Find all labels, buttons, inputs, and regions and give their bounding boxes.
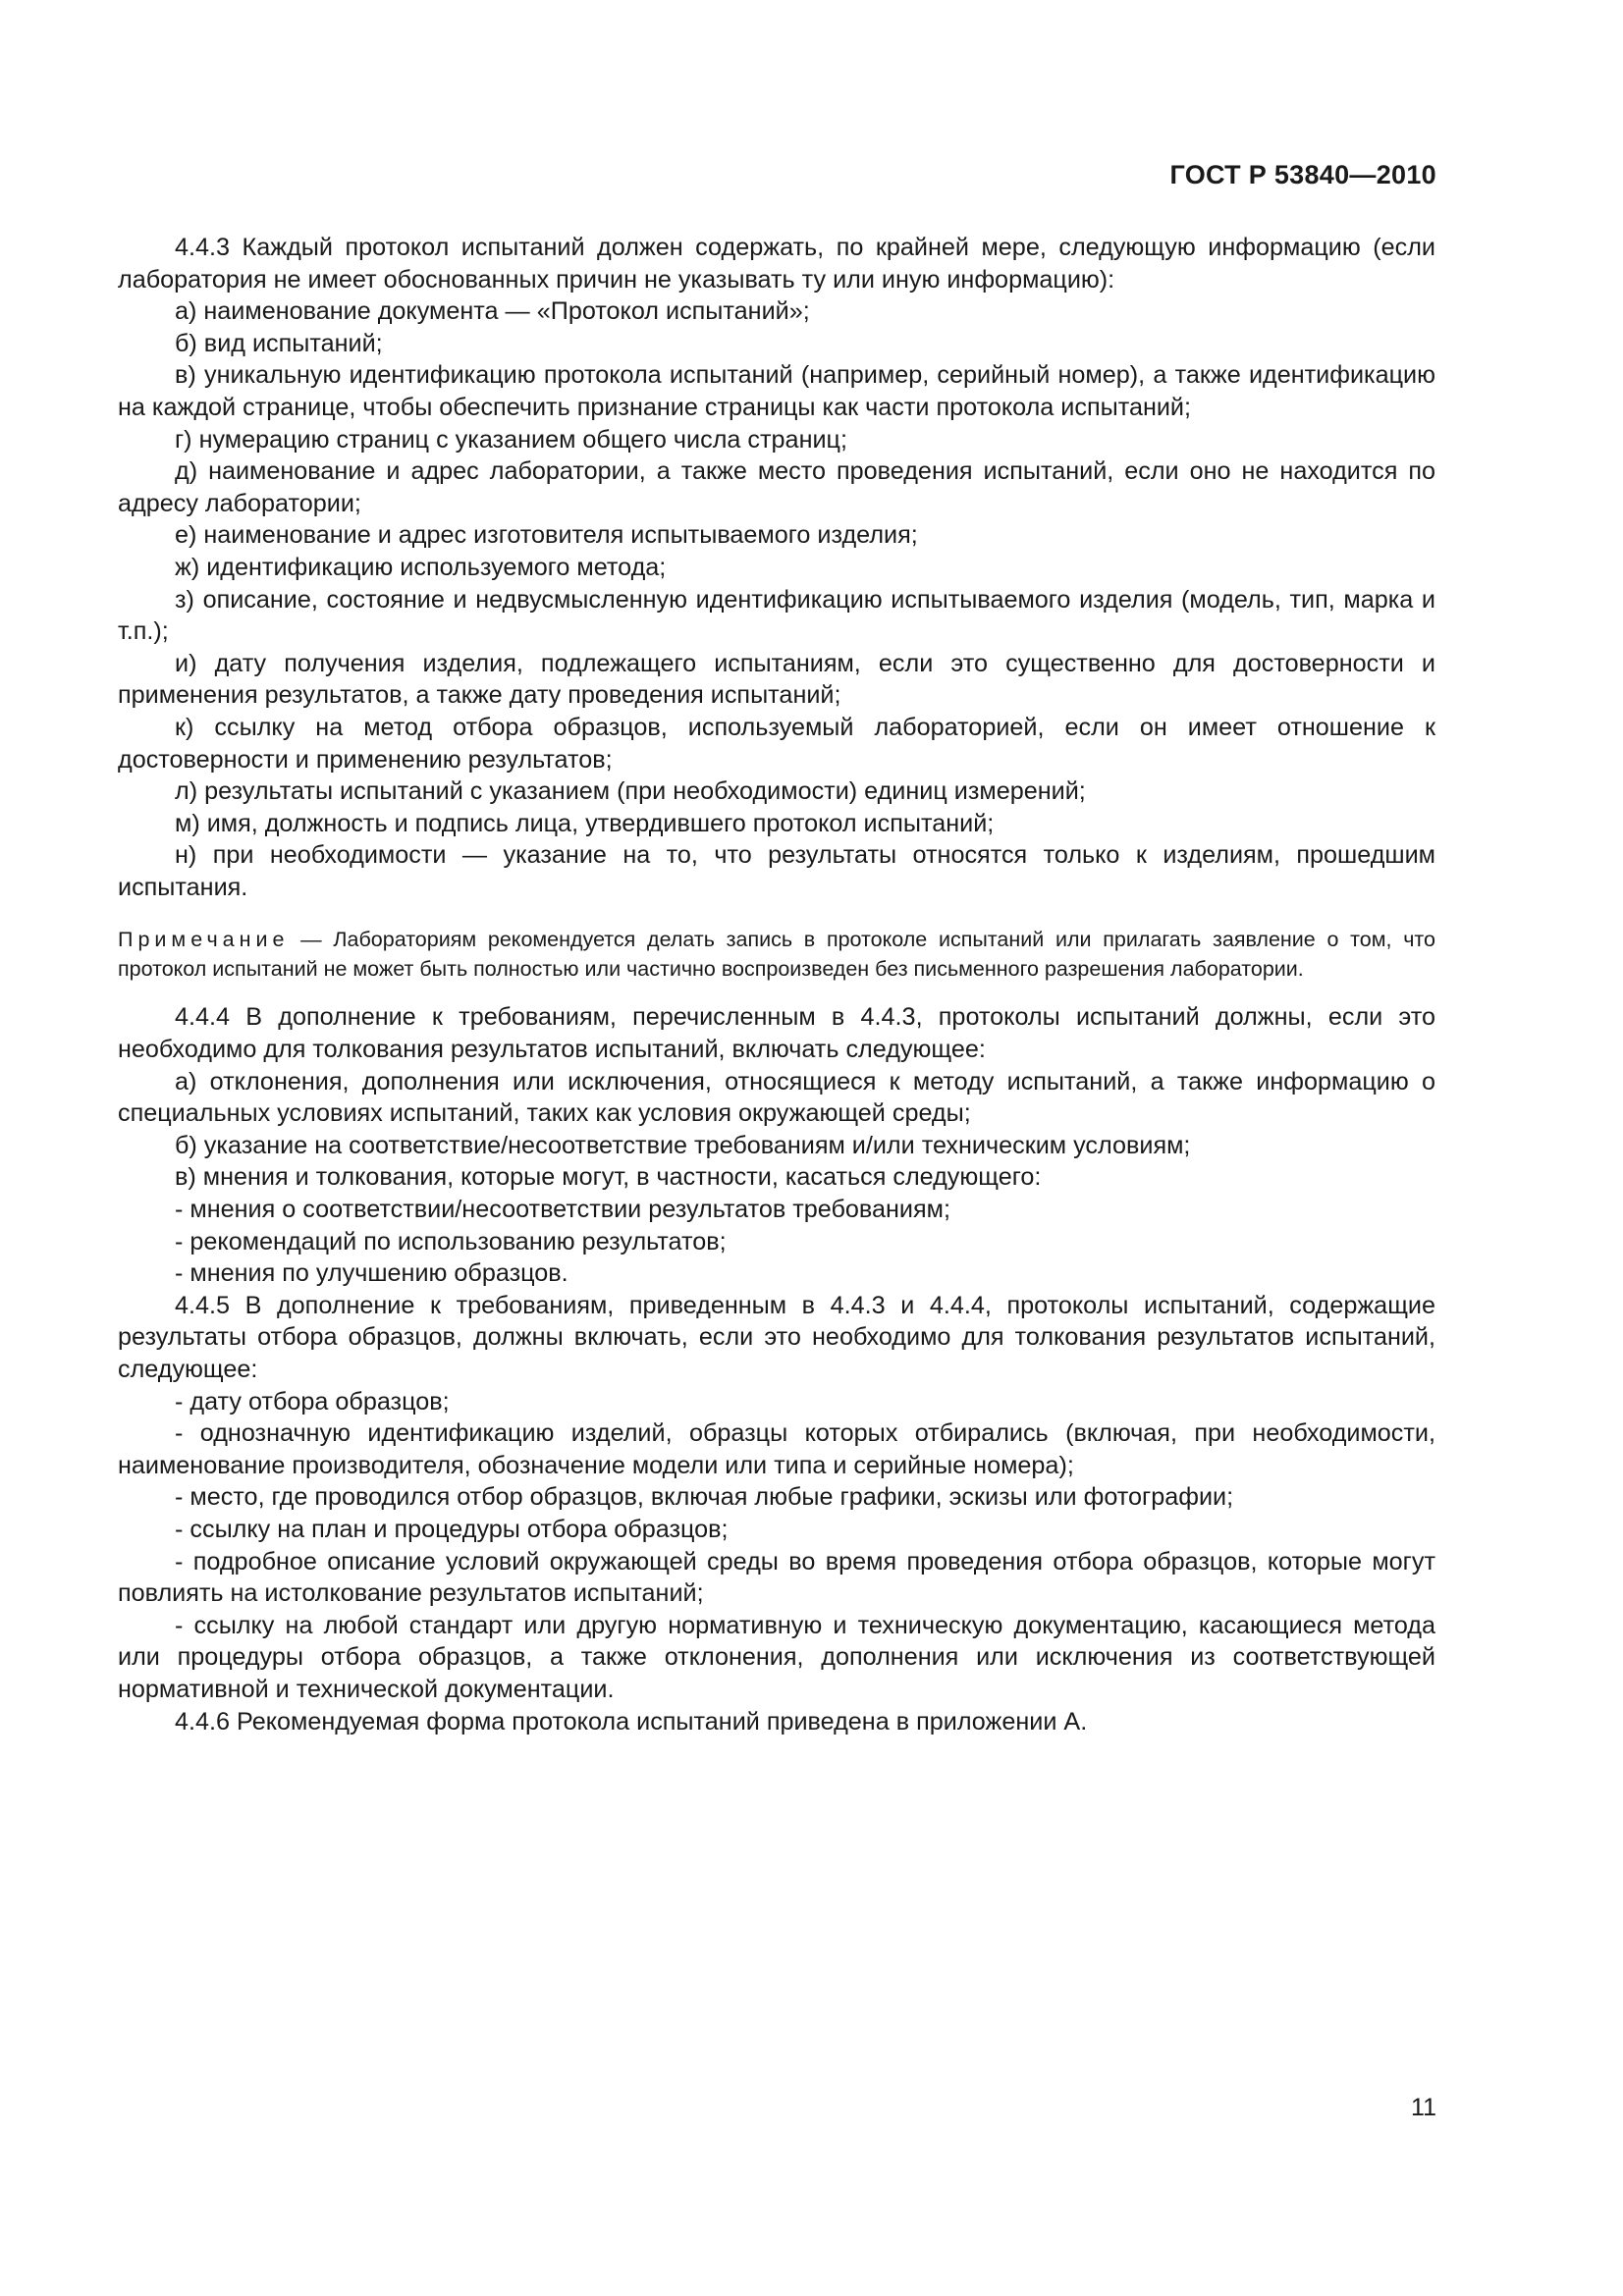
note-block xyxy=(118,925,1435,984)
list-item: а) отклонения, дополнения или исключения, относящиеся к методу испытаний, а также информацию о специальных условиях испытаний, таких как условия окружающей среды; xyxy=(118,1067,1435,1128)
list-item: б) вид испытаний; xyxy=(175,329,383,357)
page-content xyxy=(118,232,1435,1737)
list-item: г) нумерацию страниц с указанием общего числа страниц; xyxy=(175,425,847,454)
list-item: ж) идентификацию используемого метода; xyxy=(175,553,667,581)
list-item: - ссылку на любой стандарт или другую нормативную и техническую документацию, касающиеся метода или процедуры отбора образцов, а также отклонения, дополнения или исключения из соответствующей нормативной и технической документации. xyxy=(118,1611,1435,1703)
standard-header: ГОСТ Р 53840—2010 xyxy=(1169,160,1436,189)
section-4-4-6 xyxy=(118,1706,1435,1738)
list-item: и) дату получения изделия, подлежащего испытаниям, если это существенно для достоверности и применения результатов, а также дату проведения испытаний; xyxy=(118,649,1435,710)
paragraph: 4.4.6 Рекомендуемая форма протокола испытаний приведена в приложении А. xyxy=(175,1707,1088,1735)
list-item: - дату отбора образцов; xyxy=(175,1387,450,1415)
section-4-4-5 xyxy=(118,1290,1435,1706)
list-item: л) результаты испытаний с указанием (при необходимости) единиц измерений; xyxy=(175,777,1086,806)
list-item: н) при необходимости — указание на то, что результаты относятся только к изделиям, прошедшим испытания. xyxy=(118,841,1435,901)
list-item: - однозначную идентификацию изделий, образцы которых отбирались (включая, при необходимости, наименование производителя, обозначение модели или типа и серийные номера); xyxy=(118,1419,1435,1479)
section-4-4-3 xyxy=(118,232,1435,903)
list-item: - рекомендаций по использованию результатов; xyxy=(175,1227,727,1255)
list-item: д) наименование и адрес лаборатории, а также место проведения испытаний, если оно не находится по адресу лаборатории; xyxy=(118,457,1435,517)
list-item: в) уникальную идентификацию протокола испытаний (например, серийный номер), а также идентификацию на каждой странице, чтобы обеспечить признание страницы как части протокола испытаний; xyxy=(118,361,1435,421)
paragraph: 4.4.4 В дополнение к требованиям, перечисленным в 4.4.3, протоколы испытаний должны, если это необходимо для толкования результатов испытаний, включать следующее: xyxy=(118,1003,1435,1064)
list-item: б) указание на соответствие/несоответствие требованиям и/или техническим условиям; xyxy=(175,1131,1191,1159)
note-text: — Лабораториям рекомендуется делать запись в протоколе испытаний или прилагать заявление о том, что протокол испытаний не может быть полностью или частично воспроизведен без письменного разрешения лаборатории. xyxy=(118,928,1435,982)
list-item: к) ссылку на метод отбора образцов, используемый лабораторией, если он имеет отношение к достоверности и применению результатов; xyxy=(118,713,1435,774)
paragraph: 4.4.5 В дополнение к требованиям, приведенным в 4.4.3 и 4.4.4, протоколы испытаний, содержащие результаты отбора образцов, должны включать, если это необходимо для толкования результатов испытаний, следующее: xyxy=(118,1291,1435,1383)
page-number: 11 xyxy=(1411,2094,1436,2121)
note-label: Примечание xyxy=(118,928,290,952)
list-item: - подробное описание условий окружающей среды во время проведения отбора образцов, которые могут повлиять на истолкование результатов испытаний; xyxy=(118,1547,1435,1608)
list-item: - мнения по улучшению образцов. xyxy=(175,1259,568,1288)
list-item: е) наименование и адрес изготовителя испытываемого изделия; xyxy=(175,521,918,550)
list-item: в) мнения и толкования, которые могут, в частности, касаться следующего: xyxy=(175,1163,1042,1192)
list-item: - ссылку на план и процедуры отбора образцов; xyxy=(175,1515,729,1543)
list-item: а) наименование документа — «Протокол испытаний»; xyxy=(175,297,810,326)
list-item: м) имя, должность и подпись лица, утвердившего протокол испытаний; xyxy=(175,809,995,837)
note-paragraph xyxy=(118,925,1435,984)
list-item: з) описание, состояние и недвусмысленную идентификацию испытываемого изделия (модель, тип, марка и т.п.); xyxy=(118,585,1435,646)
list-item: - мнения о соответствии/несоответствии результатов требованиям; xyxy=(175,1196,950,1224)
paragraph: 4.4.3 Каждый протокол испытаний должен содержать, по крайней мере, следующую информацию (если лаборатория не имеет обоснованных причин не указывать ту или иную информацию): xyxy=(118,234,1435,294)
list-item: - место, где проводился отбор образцов, включая любые графики, эскизы или фотографии; xyxy=(175,1483,1234,1512)
section-4-4-4 xyxy=(118,1001,1435,1289)
